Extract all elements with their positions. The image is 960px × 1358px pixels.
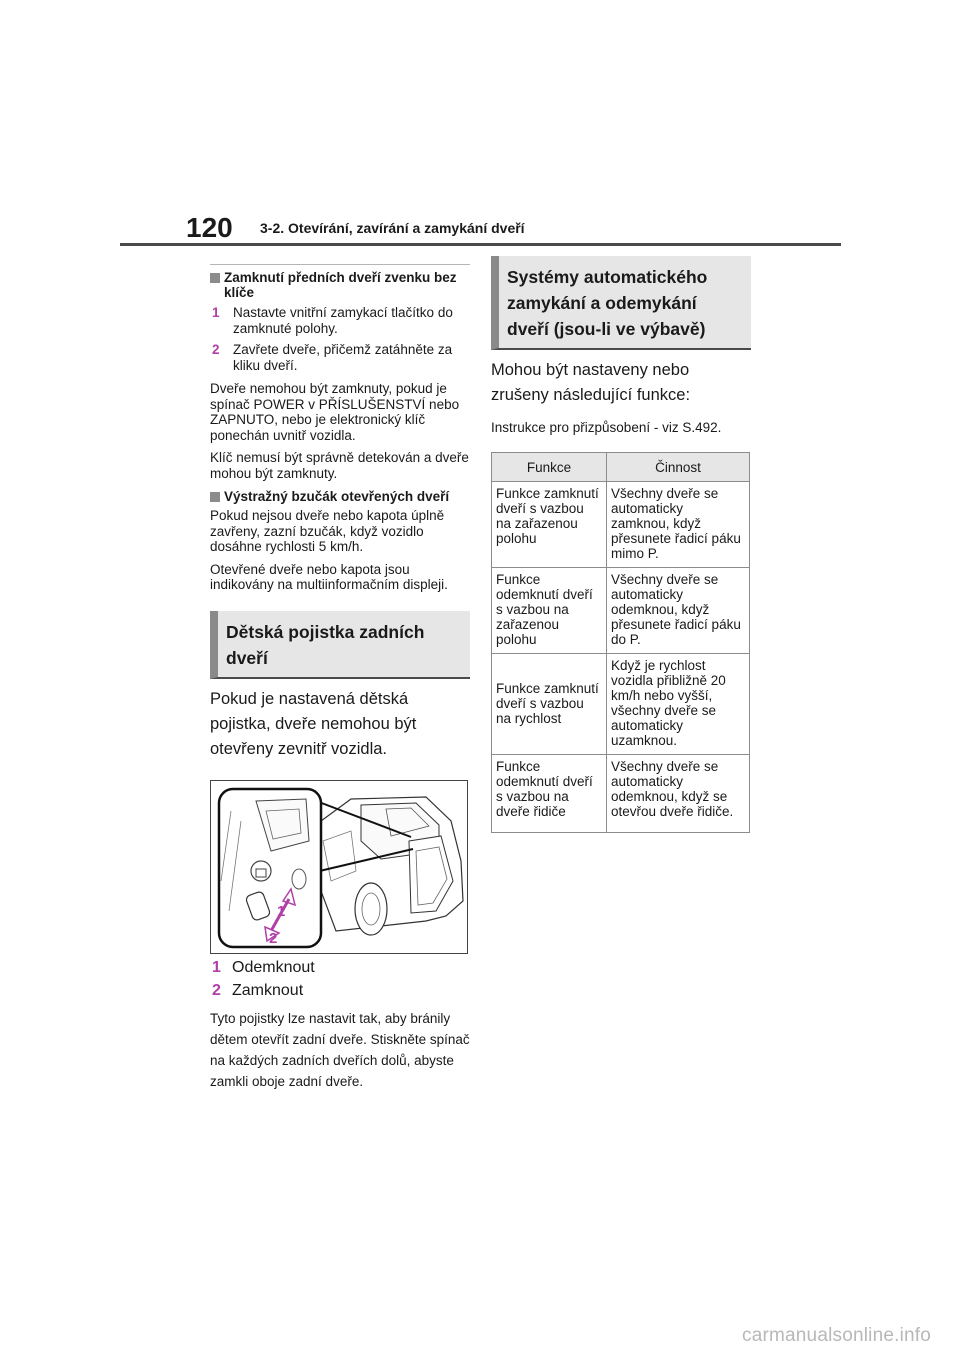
instructions-text: Instrukce pro přizpůsobení - viz S.492. xyxy=(491,420,722,435)
header-rule xyxy=(120,243,841,246)
table-cell: Všechny dveře se automaticky zamknou, když přesunete řadicí páku mimo P. xyxy=(607,482,750,568)
caption-number: 1 xyxy=(212,958,221,976)
bullet-square-icon xyxy=(210,492,220,502)
table-cell: Funkce zamknutí dveří s vazbou na zařazenou polohu xyxy=(492,482,607,568)
table-cell: Funkce zamknutí dveří s vazbou na rychlost xyxy=(492,654,607,755)
table-row xyxy=(492,568,750,654)
paragraph: Dveře nemohou být zamknuty, pokud je spínač POWER v PŘÍSLUŠENSTVÍ nebo ZAPNUTO, nebo je elektronický klíč ponechán uvnitř vozidla. xyxy=(210,381,460,443)
child-lock-note: Tyto pojistky lze nastavit tak, aby bránily dětem otevřít zadní dveře. Stiskněte spínač na každých zadních dveřích dolů, abyste zamkli oboje zadní dveře. xyxy=(210,1010,470,1089)
function-table xyxy=(491,452,750,833)
step-number: 1 xyxy=(212,305,220,320)
table-cell: Funkce odemknutí dveří s vazbou na zařazenou polohu xyxy=(492,568,607,654)
figure-label-2: 2 xyxy=(269,929,278,947)
lock-heading: Zamknutí předních dveří zvenku bez klíče xyxy=(210,264,470,300)
table-row xyxy=(492,654,750,755)
car-door-illustration xyxy=(211,781,467,953)
column-header-action: Činnost xyxy=(607,453,750,482)
caption-lock xyxy=(210,979,470,1002)
auto-lock-intro: Mohou být nastaveny nebo zrušeny následující funkce: xyxy=(491,361,691,404)
figure-label-1: 1 xyxy=(277,902,286,920)
table-header-row xyxy=(492,453,750,482)
caption-text: Zamknout xyxy=(232,981,304,999)
child-lock-illustration xyxy=(210,780,468,954)
chapter-title: 3-2. Otevírání, zavírání a zamykání dveří xyxy=(260,220,525,236)
buzzer-heading: Výstražný bzučák otevřených dveří xyxy=(210,489,470,504)
table-row xyxy=(492,482,750,568)
caption-unlock xyxy=(210,956,470,979)
left-column xyxy=(210,264,470,1092)
table-cell: Všechny dveře se automaticky odemknou, když se otevřou dveře řidiče. xyxy=(607,755,750,833)
bullet-square-icon xyxy=(210,273,220,283)
caption-text: Odemknout xyxy=(232,958,315,976)
paragraph: Klíč nemusí být správně detekován a dveře mohou být zamknuty. xyxy=(210,450,469,481)
table-cell: Když je rychlost vozidla přibližně 20 km/h nebo vyšší, všechny dveře se automaticky uzamknou. xyxy=(607,654,750,755)
step-1 xyxy=(210,305,470,337)
step-text: Zavřete dveře, přičemž zatáhněte za kliku dveří. xyxy=(233,342,453,373)
table-row xyxy=(492,755,750,833)
paragraph: Pokud nejsou dveře nebo kapota úplně zavřeny, zazní bzučák, když vozidlo dosáhne rychlosti 5 km/h. xyxy=(210,508,445,554)
right-column xyxy=(491,256,751,833)
child-lock-intro: Pokud je nastavená dětská pojistka, dveře nemohou být otevřeny zevnitř vozidla. xyxy=(210,689,417,758)
step-number: 2 xyxy=(212,342,220,357)
step-text: Nastavte vnitřní zamykací tlačítko do zamknuté polohy. xyxy=(233,305,453,336)
footer-watermark: carmanualsonline.info xyxy=(742,1325,932,1346)
paragraph: Otevřené dveře nebo kapota jsou indikovány na multiinformačním displeji. xyxy=(210,561,448,592)
caption-number: 2 xyxy=(212,981,221,999)
page-number: 120 xyxy=(186,212,233,243)
table-cell: Všechny dveře se automaticky odemknou, když přesunete řadicí páku do P. xyxy=(607,568,750,654)
step-2 xyxy=(210,342,470,374)
column-header-function: Funkce xyxy=(492,453,607,482)
table-cell: Funkce odemknutí dveří s vazbou na dveře řidiče xyxy=(492,755,607,833)
child-lock-title: Dětská pojistka zadních dveří xyxy=(210,611,470,679)
auto-lock-title: Systémy automatického zamykání a odemykání dveří (jsou-li ve výbavě) xyxy=(491,256,751,350)
